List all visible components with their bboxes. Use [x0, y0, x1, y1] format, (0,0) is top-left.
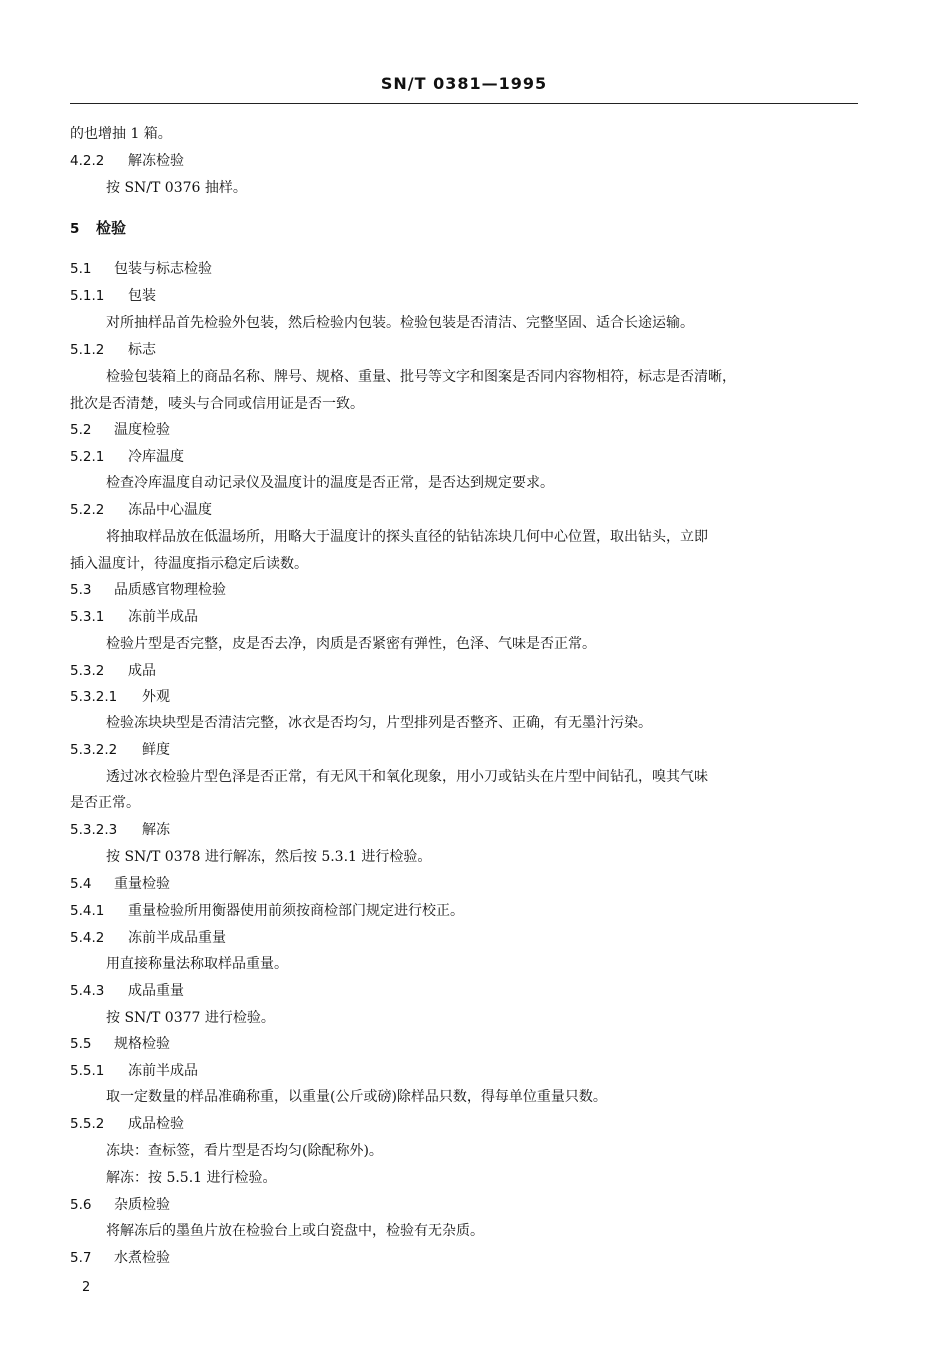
body-line	[106, 767, 708, 787]
body-line	[106, 847, 431, 867]
line-text: 将抽取样品放在低温场所，用略大于温度计的探头直径的钻钻冻块几何中心位置，取出钻头，立即	[106, 529, 708, 545]
line-text: 将解冻后的墨鱼片放在检验台上或白瓷盘中，检验有无杂质。	[106, 1223, 484, 1239]
clause-title: 品质感官物理检验	[114, 582, 226, 598]
clause-title: 水煮检验	[114, 1250, 170, 1266]
clause-title: 冻前半成品	[128, 1063, 198, 1079]
clause-heading	[70, 687, 170, 707]
line-text: 取一定数量的样品准确称重，以重量(公斤或磅)除样品只数，得每单位重量只数。	[106, 1089, 607, 1105]
clause-heading	[70, 500, 212, 520]
clause-number: 5.3.1	[70, 609, 105, 625]
clause-heading	[70, 928, 226, 948]
clause-heading	[70, 340, 156, 360]
section-title: 检验	[96, 219, 127, 237]
clause-heading	[70, 286, 156, 306]
body-line	[70, 394, 364, 414]
section-number: 5	[70, 221, 80, 237]
clause-heading	[70, 151, 184, 171]
body-line	[106, 473, 554, 493]
clause-title: 包装与标志检验	[114, 261, 212, 277]
line-text: 的也增抽 1 箱。	[70, 126, 172, 142]
body-line	[106, 313, 694, 333]
line-text: 对所抽样品首先检验外包装，然后检验内包装。检验包装是否清洁、完整坚固、适合长途运输。	[106, 315, 694, 331]
clause-number: 5.2.1	[70, 449, 105, 465]
clause-number: 5.1.1	[70, 288, 105, 304]
body-line	[106, 954, 288, 974]
clause-number: 5.2	[70, 422, 92, 438]
clause-number: 5.4.3	[70, 983, 105, 999]
clause-heading	[70, 901, 464, 921]
body-line	[106, 713, 652, 733]
body-line	[106, 1008, 275, 1028]
clause-number: 5.5.1	[70, 1063, 105, 1079]
clause-number: 5.3	[70, 582, 92, 598]
line-text: 插入温度计，待温度指示稳定后读数。	[70, 556, 308, 572]
clause-number: 5.1	[70, 261, 92, 277]
clause-number: 5.1.2	[70, 342, 105, 358]
header-rule	[70, 103, 858, 104]
line-text: 检验包装箱上的商品名称、牌号、规格、重量、批号等文字和图案是否同内容物相符，标志是否清晰，	[106, 369, 736, 385]
clause-title: 冻前半成品重量	[128, 930, 226, 946]
line-text: 按 SN/T 0376 抽样。	[106, 180, 247, 196]
line-text: 是否正常。	[70, 795, 140, 811]
clause-title: 外观	[142, 689, 170, 705]
clause-heading	[70, 874, 170, 894]
clause-number: 5.3.2.3	[70, 822, 118, 838]
clause-title: 成品	[128, 663, 156, 679]
clause-title: 成品重量	[128, 983, 184, 999]
body-line	[70, 793, 140, 813]
body-line	[106, 1087, 607, 1107]
body-line	[70, 554, 308, 574]
clause-number: 5.5	[70, 1036, 92, 1052]
body-line	[106, 178, 247, 198]
clause-heading	[70, 1195, 170, 1215]
section-heading	[70, 218, 126, 239]
clause-title: 规格检验	[114, 1036, 170, 1052]
clause-heading	[70, 259, 212, 279]
line-text: 按 SN/T 0378 进行解冻，然后按 5.3.1 进行检验。	[106, 849, 432, 865]
body-line	[106, 634, 596, 654]
body-line	[106, 527, 708, 547]
clause-title: 包装	[128, 288, 156, 304]
line-text: 检验片型是否完整，皮是否去净，肉质是否紧密有弹性，色泽、气味是否正常。	[106, 636, 596, 652]
clause-number: 5.3.2	[70, 663, 105, 679]
clause-heading	[70, 580, 226, 600]
line-text: 用直接称量法称取样品重量。	[106, 956, 288, 972]
line-text: 冻块：查标签，看片型是否均匀(除配称外)。	[106, 1143, 383, 1159]
clause-number: 5.4.1	[70, 903, 105, 919]
clause-title: 鲜度	[142, 742, 170, 758]
clause-heading	[70, 447, 184, 467]
line-text: 检查冷库温度自动记录仪及温度计的温度是否正常，是否达到规定要求。	[106, 475, 554, 491]
line-text: 透过冰衣检验片型色泽是否正常，有无风干和氧化现象，用小刀或钻头在片型中间钻孔，嗅其气味	[106, 769, 708, 785]
clause-title: 解冻	[142, 822, 170, 838]
clause-number: 5.4	[70, 876, 92, 892]
line-text: 按 SN/T 0377 进行检验。	[106, 1010, 275, 1026]
body-line	[70, 124, 172, 144]
clause-title: 标志	[128, 342, 156, 358]
body-line	[106, 367, 736, 387]
clause-title: 重量检验所用衡器使用前须按商检部门规定进行校正。	[128, 903, 464, 919]
line-text: 检验冻块块型是否清洁完整，冰衣是否均匀，片型排列是否整齐、正确，有无墨汁污染。	[106, 715, 652, 731]
clause-title: 温度检验	[114, 422, 170, 438]
clause-heading	[70, 820, 170, 840]
clause-title: 冻前半成品	[128, 609, 198, 625]
clause-heading	[70, 1114, 184, 1134]
standard-code-header: SN/T 0381—1995	[380, 74, 548, 93]
clause-title: 杂质检验	[114, 1197, 170, 1213]
clause-heading	[70, 607, 198, 627]
clause-number: 5.3.2.2	[70, 742, 118, 758]
clause-number: 5.6	[70, 1197, 92, 1213]
clause-number: 5.2.2	[70, 502, 105, 518]
body-line	[106, 1221, 484, 1241]
clause-heading	[70, 661, 156, 681]
clause-title: 成品检验	[128, 1116, 184, 1132]
body-line	[106, 1168, 277, 1188]
clause-title: 冻品中心温度	[128, 502, 212, 518]
clause-title: 冷库温度	[128, 449, 184, 465]
clause-heading	[70, 740, 170, 760]
clause-number: 5.3.2.1	[70, 689, 118, 705]
clause-number: 5.7	[70, 1250, 92, 1266]
clause-number: 4.2.2	[70, 153, 105, 169]
clause-heading	[70, 1034, 170, 1054]
clause-title: 解冻检验	[128, 153, 184, 169]
clause-title: 重量检验	[114, 876, 170, 892]
page-number: 2	[82, 1280, 91, 1295]
line-text: 批次是否清楚，唛头与合同或信用证是否一致。	[70, 396, 364, 412]
clause-heading	[70, 420, 170, 440]
line-text: 解冻：按 5.5.1 进行检验。	[106, 1170, 277, 1186]
clause-number: 5.5.2	[70, 1116, 105, 1132]
clause-number: 5.4.2	[70, 930, 105, 946]
clause-heading	[70, 1248, 170, 1268]
clause-heading	[70, 981, 184, 1001]
body-line	[106, 1141, 383, 1161]
clause-heading	[70, 1061, 198, 1081]
